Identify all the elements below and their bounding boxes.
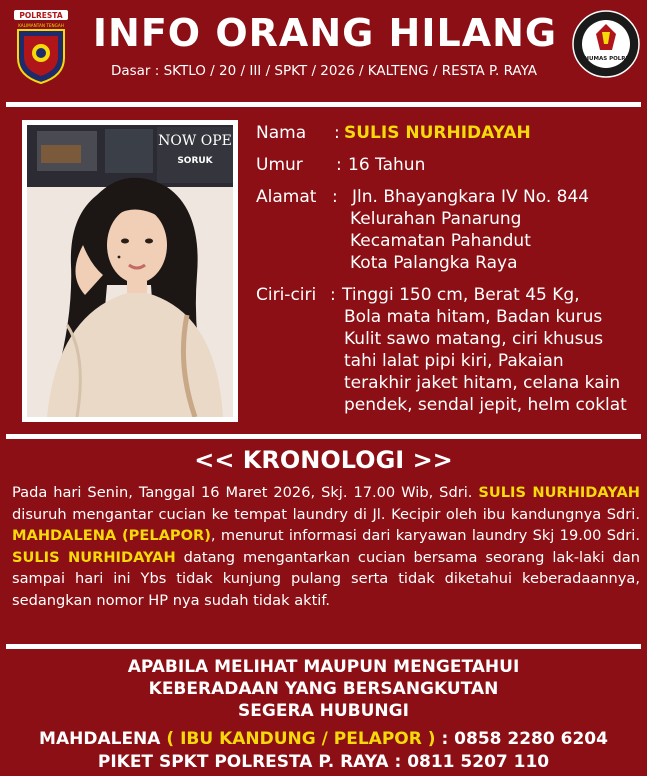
footer-line-2: KEBERADAAN YANG BERSANGKUTAN [148,679,499,699]
nama-colon: : [334,123,340,143]
contact-piket-spkt: PIKET SPKT POLRESTA P. RAYA : 0811 5207 110 [97,752,550,772]
divider-top [6,102,641,107]
kronologi-segment: disuruh mengantar cucian ke tempat laundry di Jl. Kecipir oleh ibu kandungnya Sdri. [12,505,640,523]
ciri-line: Bola mata hitam, Badan kurus [344,307,603,327]
divider-bottom [6,644,641,649]
ciri-line: terakhir jaket hitam, celana kain [344,373,621,393]
umur-label: Umur [256,155,303,175]
kronologi-segment: datang mengantarkan cucian bersama seorang lak-laki dan sampai hari ini Ybs tidak kunjung pulang serta tidak diketahui keberadaannya, sedangkan nomor HP nya sudah tidak aktif. [12,548,640,609]
polresta-logo-text: POLRESTA [19,11,63,20]
ciri-line: Tinggi 150 cm, Berat 45 Kg, [342,285,580,305]
kronologi-text [12,482,640,611]
contact-pelapor [0,728,647,750]
kronologi-name-highlight: SULIS NURHIDAYAH [12,548,176,566]
missing-person-photo [22,120,238,422]
umur-colon: : [336,155,342,175]
contact-pelapor-role: ( IBU KANDUNG / PELAPOR ) [166,729,436,749]
contact-pelapor-number: : 0858 2280 6204 [435,729,608,749]
alamat-colon: : [332,187,338,207]
ciri-line: tahi lalat pipi kiri, Pakaian [344,351,564,371]
kronologi-title: << KRONOLOGI >> [194,446,453,474]
alamat-line: Jln. Bhayangkara IV No. 844 [352,187,590,207]
ciri-label: Ciri-ciri [256,285,317,305]
page-title: INFO ORANG HILANG [92,11,558,55]
kronologi-segment: , menurut informasi dari karyawan laundry Skj 19.00 Sdri. [210,527,640,544]
contact-pelapor-name: MAHDALENA [39,729,167,749]
humas-logo-text: HUMAS POLRI [584,56,628,62]
polresta-logo-subtext: KALIMANTAN TENGAH [18,23,64,28]
alamat-label: Alamat [256,187,317,207]
ciri-colon: : [330,285,336,305]
ciri-line: Kulit sawo matang, ciri khusus [344,329,604,349]
kronologi-segment: Pada hari Senin, Tanggal 16 Maret 2026, Skj. 17.00 Wib, Sdri. [12,484,479,501]
alamat-line: Kelurahan Panarung [350,209,522,229]
dasar-reference: Dasar : SKTLO / 20 / III / SPKT / 2026 / KALTENG / RESTA P. RAYA [110,63,538,79]
humas-polri-logo [572,10,640,78]
photo-sign-text: NOW OPE [158,133,232,149]
kronologi-name-highlight: SULIS NURHIDAYAH [478,484,640,501]
footer-line-3: SEGERA HUBUNGI [238,701,409,721]
polresta-logo [12,10,70,84]
nama-value: SULIS NURHIDAYAH [344,123,531,143]
divider-middle [6,434,641,439]
umur-value: 16 Tahun [348,155,426,175]
nama-label: Nama [256,123,307,143]
footer-line-1: APABILA MELIHAT MAUPUN MENGETAHUI [127,657,520,677]
photo-sign-text-2: SORUK [177,156,213,166]
alamat-line: Kota Palangka Raya [350,253,518,273]
kronologi-name-highlight: MAHDALENA (PELAPOR) [12,527,211,544]
alamat-line: Kecamatan Pahandut [350,231,531,251]
ciri-line: pendek, sendal jepit, helm coklat [344,395,627,415]
